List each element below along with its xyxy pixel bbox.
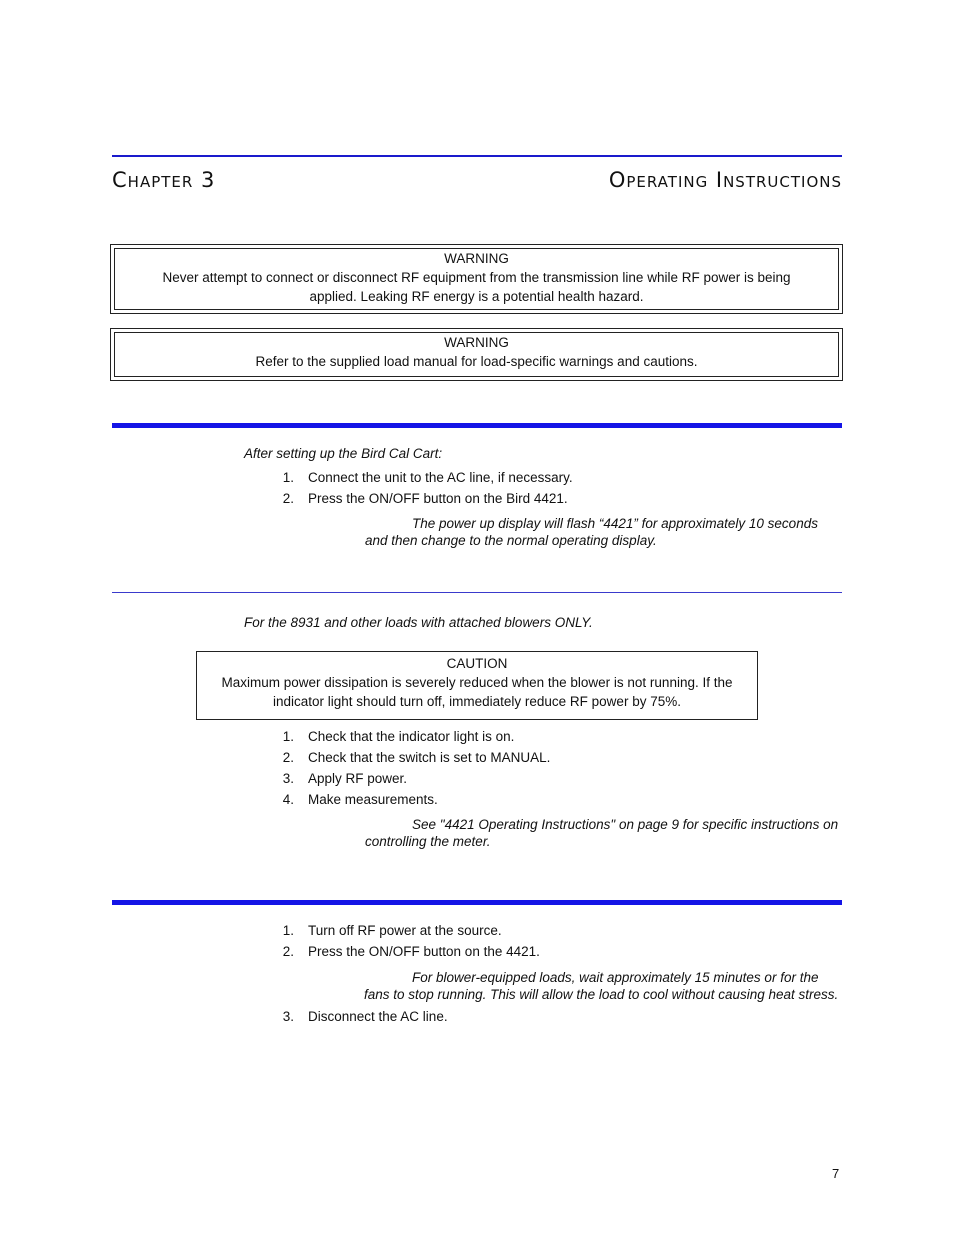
step-text: Check that the switch is set to MANUAL. (308, 750, 551, 765)
chapter-label: Chapter 3 (112, 168, 216, 192)
warning-text-line: Never attempt to connect or disconnect RF equipment from the transmission line while RF power is being (162, 270, 791, 285)
step-number: 3. (282, 1009, 294, 1024)
caution-text-line: Maximum power dissipation is severely reduced when the blower is not running. If the (221, 675, 733, 690)
caution-box (196, 651, 758, 720)
header-rule (112, 155, 842, 157)
section-rule (112, 900, 842, 905)
subsection-rule (112, 592, 842, 593)
page-number: 7 (832, 1166, 840, 1181)
warning-box (114, 332, 839, 377)
step-text: Disconnect the AC line. (308, 1009, 448, 1024)
warning-title: WARNING (444, 251, 509, 266)
step-number: 1. (282, 923, 294, 938)
warning-box (114, 248, 839, 310)
warning-text-line: Refer to the supplied load manual for load-specific warnings and cautions. (255, 354, 698, 369)
section-intro: After setting up the Bird Cal Cart: (244, 446, 443, 461)
note-line: fans to stop running. This will allow the load to cool without causing heat stress. (364, 987, 839, 1002)
caution-title: CAUTION (446, 656, 508, 671)
caution-text-line: indicator light should turn off, immediately reduce RF power by 75%. (273, 694, 681, 709)
step-number: 4. (282, 792, 294, 807)
step-text: Press the ON/OFF button on the 4421. (308, 944, 540, 959)
step-text: Press the ON/OFF button on the Bird 4421. (308, 491, 568, 506)
section-rule (112, 423, 842, 428)
note-line: controlling the meter. (365, 834, 491, 849)
warning-title: WARNING (444, 335, 509, 350)
section-intro: For the 8931 and other loads with attached blowers ONLY. (244, 615, 593, 630)
step-number: 3. (282, 771, 294, 786)
step-text: Make measurements. (308, 792, 438, 807)
chapter-title: Operating Instructions (608, 168, 842, 192)
step-number: 2. (282, 750, 294, 765)
note-line: The power up display will flash “4421” for approximately 10 seconds (412, 516, 818, 531)
step-text: Check that the indicator light is on. (308, 729, 515, 744)
note-line: and then change to the normal operating display. (365, 533, 657, 548)
note-line: For blower-equipped loads, wait approximately 15 minutes or for the (412, 970, 819, 985)
step-text: Apply RF power. (308, 771, 408, 786)
step-text: Connect the unit to the AC line, if necessary. (308, 470, 573, 485)
warning-text-line: applied. Leaking RF energy is a potential health hazard. (309, 289, 644, 304)
step-number: 1. (282, 470, 294, 485)
step-number: 2. (282, 491, 294, 506)
step-text: Turn off RF power at the source. (308, 923, 502, 938)
note-line: See "4421 Operating Instructions" on page 9 for specific instructions on (412, 817, 839, 832)
step-number: 1. (282, 729, 294, 744)
step-number: 2. (282, 944, 294, 959)
